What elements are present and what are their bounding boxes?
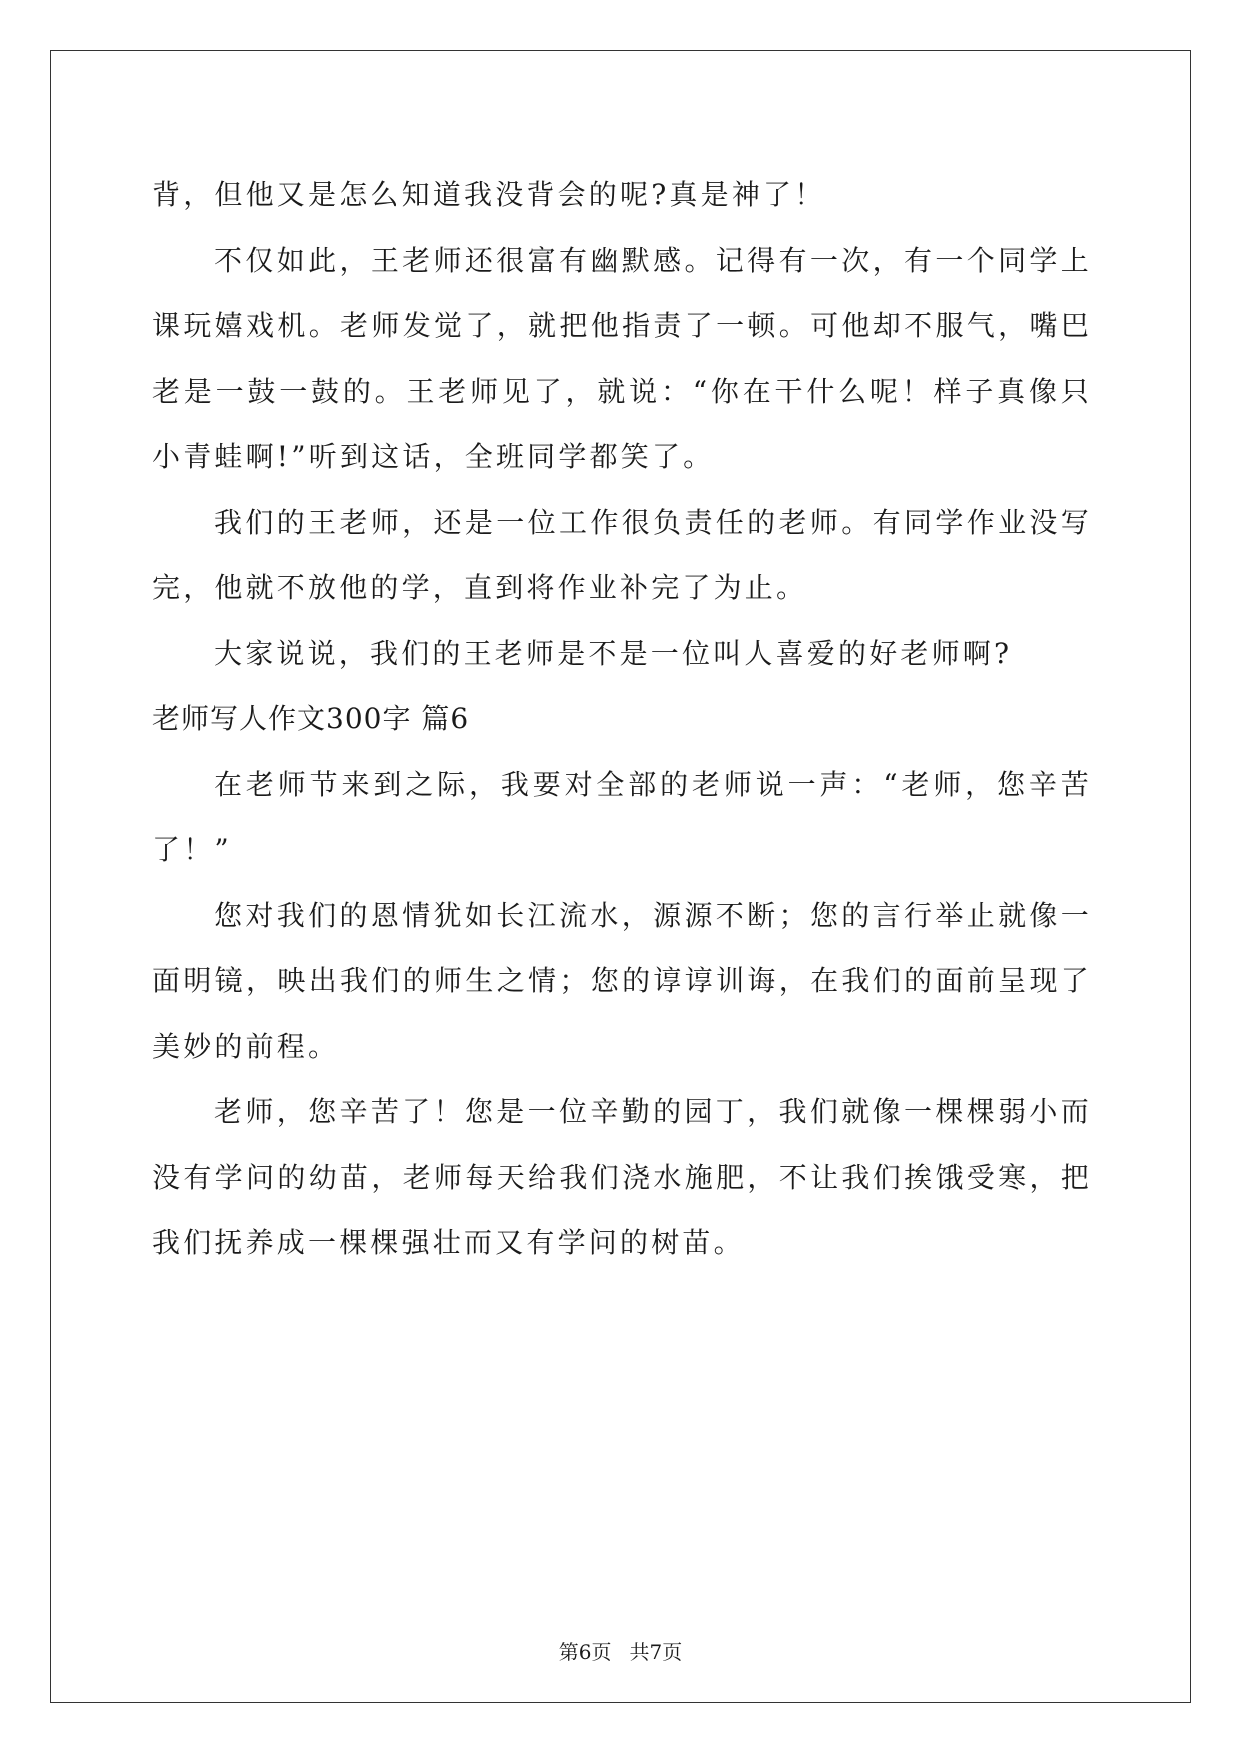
paragraph-2: 不仅如此，王老师还很富有幽默感。记得有一次，有一个同学上课玩嬉戏机。老师发觉了，就把他指责了一顿。可他却不服气，嘴巴老是一鼓一鼓的。王老师见了，就说：“你在干什么呢！样子真像只小青蛙啊!”听到这话，全班同学都笑了。	[152, 243, 1092, 473]
page-number: 第6页	[558, 1640, 612, 1664]
paragraph-3: 我们的王老师，还是一位工作很负责任的老师。有同学作业没写完，他就不放他的学，直到将作业补完了为止。	[152, 505, 1092, 604]
paragraph-4: 大家说说，我们的王老师是不是一位叫人喜爱的好老师啊?	[214, 636, 1013, 670]
page-footer	[0, 1640, 1241, 1664]
page-total: 共7页	[629, 1640, 683, 1664]
paragraph-7: 老师，您辛苦了！您是一位辛勤的园丁，我们就像一棵棵弱小而没有学问的幼苗，老师每天给我们浇水施肥，不让我们挨饿受寒，把我们抚养成一棵棵强壮而又有学问的树苗。	[152, 1095, 1092, 1259]
section-heading: 老师写人作文300字 篇6	[152, 702, 470, 735]
paragraph-6: 您对我们的恩情犹如长江流水，源源不断；您的言行举止就像一面明镜，映出我们的师生之情；您的谆谆训诲，在我们的面前呈现了美妙的前程。	[152, 898, 1092, 1063]
paragraph-1: 背，但他又是怎么知道我没背会的呢?真是神了！	[152, 178, 826, 211]
paragraph-5: 在老师节来到之际，我要对全部的老师说一声：“老师，您辛苦了！”	[152, 767, 1092, 866]
document-body	[152, 162, 1092, 1276]
